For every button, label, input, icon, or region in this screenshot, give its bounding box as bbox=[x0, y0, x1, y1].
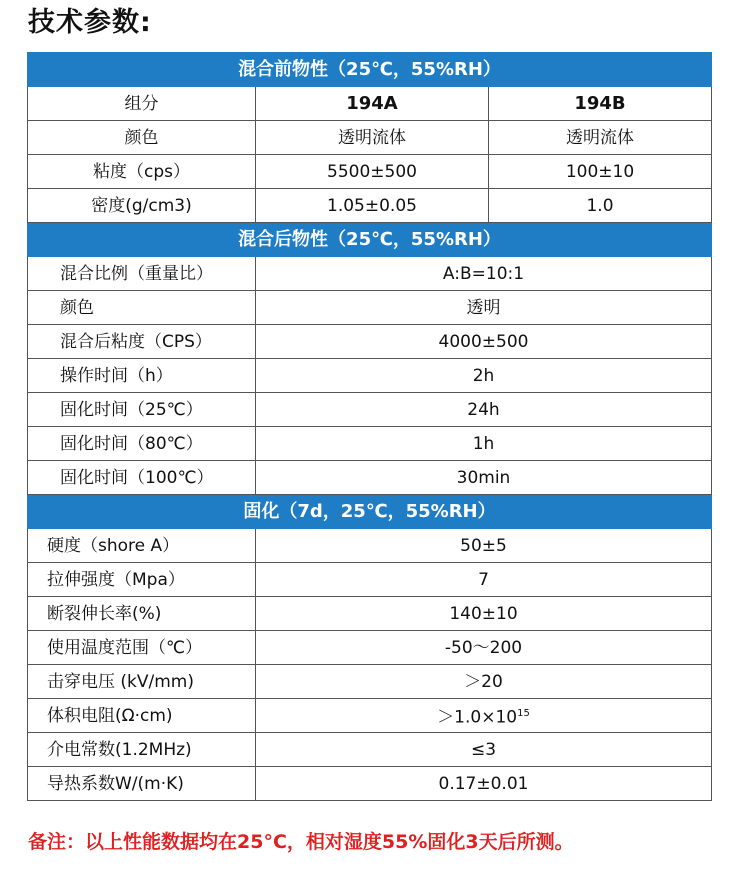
cell-194a: 1.05±0.05 bbox=[256, 189, 489, 223]
table-row bbox=[28, 155, 712, 189]
row-label: 操作时间（h） bbox=[28, 359, 256, 393]
row-value: 1h bbox=[256, 427, 712, 461]
table-row bbox=[28, 393, 712, 427]
row-value: 2h bbox=[256, 359, 712, 393]
row-value: 30min bbox=[256, 461, 712, 495]
section-header-row bbox=[28, 223, 712, 257]
row-label: 固化时间（25℃） bbox=[28, 393, 256, 427]
row-value: 50±5 bbox=[256, 529, 712, 563]
table-row bbox=[28, 325, 712, 359]
row-value: A:B=10:1 bbox=[256, 257, 712, 291]
column-header-194a: 194A bbox=[256, 87, 489, 121]
row-value: 0.17±0.01 bbox=[256, 767, 712, 801]
cell-194b: 透明流体 bbox=[489, 121, 712, 155]
row-label: 颜色 bbox=[28, 121, 256, 155]
row-label: 粘度（cps） bbox=[28, 155, 256, 189]
row-value: 140±10 bbox=[256, 597, 712, 631]
table-row bbox=[28, 359, 712, 393]
table-row bbox=[28, 189, 712, 223]
row-value: ≤3 bbox=[256, 733, 712, 767]
table-row bbox=[28, 563, 712, 597]
row-label: 混合比例（重量比） bbox=[28, 257, 256, 291]
table-row bbox=[28, 121, 712, 155]
row-label: 拉伸强度（Mpa） bbox=[28, 563, 256, 597]
table-row bbox=[28, 767, 712, 801]
row-value: 4000±500 bbox=[256, 325, 712, 359]
section-header-post: 混合后物性（25℃，55%RH） bbox=[28, 223, 712, 257]
row-value: -50～200 bbox=[256, 631, 712, 665]
row-label: 固化时间（100℃） bbox=[28, 461, 256, 495]
row-label: 体积电阻(Ω·cm) bbox=[28, 699, 256, 733]
row-label: 断裂伸长率(%) bbox=[28, 597, 256, 631]
row-label: 使用温度范围（℃） bbox=[28, 631, 256, 665]
cell-194b: 100±10 bbox=[489, 155, 712, 189]
row-label: 导热系数W/(m·K) bbox=[28, 767, 256, 801]
table-row bbox=[28, 87, 712, 121]
row-value: 24h bbox=[256, 393, 712, 427]
section-header-pre: 混合前物性（25℃，55%RH） bbox=[28, 53, 712, 87]
cell-194b: 1.0 bbox=[489, 189, 712, 223]
row-value: ＞20 bbox=[256, 665, 712, 699]
footnote: 备注：以上性能数据均在25°C，相对湿度55%固化3天后所测。 bbox=[28, 831, 574, 853]
value-exponent: 15 bbox=[517, 707, 530, 719]
row-value: 7 bbox=[256, 563, 712, 597]
section-header-cure: 固化（7d，25℃，55%RH） bbox=[28, 495, 712, 529]
row-value bbox=[256, 699, 712, 733]
value-text: ＞1.0×10 bbox=[437, 707, 518, 728]
table-row bbox=[28, 597, 712, 631]
table-row bbox=[28, 529, 712, 563]
table-row bbox=[28, 665, 712, 699]
row-label: 密度(g/cm3) bbox=[28, 189, 256, 223]
table-row bbox=[28, 631, 712, 665]
table-row bbox=[28, 699, 712, 733]
table-row bbox=[28, 461, 712, 495]
table-row bbox=[28, 257, 712, 291]
row-label: 介电常数(1.2MHz) bbox=[28, 733, 256, 767]
row-label: 硬度（shore A） bbox=[28, 529, 256, 563]
row-label: 固化时间（80℃） bbox=[28, 427, 256, 461]
row-label: 混合后粘度（CPS） bbox=[28, 325, 256, 359]
table-row bbox=[28, 427, 712, 461]
table-row bbox=[28, 291, 712, 325]
table-row bbox=[28, 733, 712, 767]
column-header-component: 组分 bbox=[28, 87, 256, 121]
section-header-row bbox=[28, 53, 712, 87]
row-label: 颜色 bbox=[28, 291, 256, 325]
column-header-194b: 194B bbox=[489, 87, 712, 121]
row-label: 击穿电压 (kV/mm) bbox=[28, 665, 256, 699]
row-value: 透明 bbox=[256, 291, 712, 325]
cell-194a: 透明流体 bbox=[256, 121, 489, 155]
cell-194a: 5500±500 bbox=[256, 155, 489, 189]
page-title: 技术参数: bbox=[28, 7, 152, 38]
section-header-row bbox=[28, 495, 712, 529]
spec-table bbox=[27, 52, 712, 801]
